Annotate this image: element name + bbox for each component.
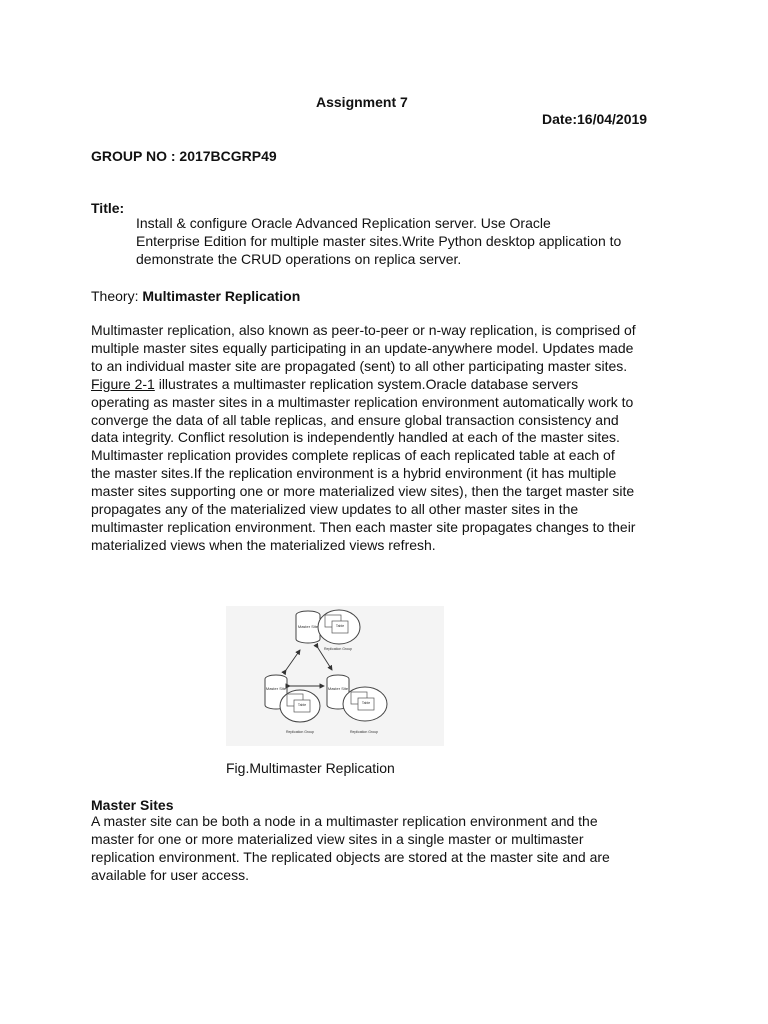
body-line: master sites supporting one or more materialized view sites), then the target master site bbox=[91, 483, 635, 500]
body-line bbox=[91, 376, 636, 394]
body-line: the master sites.If the replication environment is a hybrid environment (it has multiple bbox=[91, 465, 617, 482]
title-text bbox=[136, 215, 621, 269]
right-master-site bbox=[327, 675, 387, 734]
group-number: GROUP NO : 2017BCGRP49 bbox=[91, 148, 277, 164]
body-line: master for one or more materialized view sites in a single master or multimaster bbox=[91, 830, 584, 847]
theory-title: Multimaster Replication bbox=[142, 288, 301, 304]
title-label: Title: bbox=[91, 200, 125, 216]
body-line: materialized views when the materialized views refresh. bbox=[91, 536, 436, 553]
title-line: Install & configure Oracle Advanced Replication server. Use Oracle bbox=[136, 215, 551, 231]
site-label: Master Site bbox=[327, 686, 349, 691]
body-line: operating as master sites in a multimaster replication environment automatically work to bbox=[91, 393, 634, 410]
figure-link[interactable]: Figure 2-1 bbox=[91, 375, 155, 392]
table-label: Table bbox=[361, 701, 371, 705]
site-label: Master Site bbox=[265, 686, 287, 691]
title-line: demonstrate the CRUD operations on replica server. bbox=[136, 250, 462, 267]
title-line: Enterprise Edition for multiple master sites.Write Python desktop application to bbox=[136, 232, 622, 249]
figure-caption: Fig.Multimaster Replication bbox=[226, 760, 395, 776]
top-master-site bbox=[296, 610, 360, 651]
body-line: converge the data of all table replicas, and ensure global transaction consistency and bbox=[91, 411, 619, 428]
group-label: Replication Group bbox=[349, 730, 379, 734]
group-label: Replication Group bbox=[285, 730, 315, 734]
body-line: available for user access. bbox=[91, 866, 249, 883]
body-line: Multimaster replication provides complete replicas of each replicated table at each of bbox=[91, 447, 615, 464]
left-master-site bbox=[265, 675, 320, 734]
body-line: propagates any of the materialized view updates to all other master sites in the bbox=[91, 501, 579, 518]
replication-arrow bbox=[286, 650, 300, 670]
body-line: A master site can be both a node in a multimaster replication environment and the bbox=[91, 813, 598, 829]
master-sites-paragraph bbox=[91, 813, 610, 885]
replication-diagram-svg bbox=[226, 606, 444, 746]
table-label: Table bbox=[297, 703, 307, 707]
replication-diagram bbox=[226, 606, 444, 746]
body-line: multimaster replication environment. Then each master site propagates changes to their bbox=[91, 518, 636, 535]
body-line: to an individual master site are propagated (sent) to all other participating master sites. bbox=[91, 357, 628, 374]
replication-arrow bbox=[318, 648, 332, 670]
assignment-heading: Assignment 7 bbox=[316, 94, 408, 110]
body-line: Multimaster replication, also known as peer-to-peer or n-way replication, is comprised of bbox=[91, 322, 636, 338]
theory-heading bbox=[91, 287, 300, 305]
group-label: Replication Group bbox=[323, 647, 353, 651]
date-label: Date:16/04/2019 bbox=[542, 111, 648, 127]
theory-prefix: Theory: bbox=[91, 288, 143, 304]
body-line: multiple master sites equally participating in an update-anywhere model. Updates made bbox=[91, 339, 634, 356]
master-sites-heading: Master Sites bbox=[91, 797, 174, 813]
table-label: Table bbox=[335, 624, 345, 628]
body-line-text: illustrates a multimaster replication system.Oracle database servers bbox=[154, 375, 579, 392]
site-label: Master Site bbox=[297, 624, 319, 629]
body-paragraph bbox=[91, 322, 636, 555]
body-line: data integrity. Conflict resolution is independently handled at each of the master sites. bbox=[91, 429, 620, 446]
body-line: replication environment. The replicated objects are stored at the master site and are bbox=[91, 848, 610, 865]
